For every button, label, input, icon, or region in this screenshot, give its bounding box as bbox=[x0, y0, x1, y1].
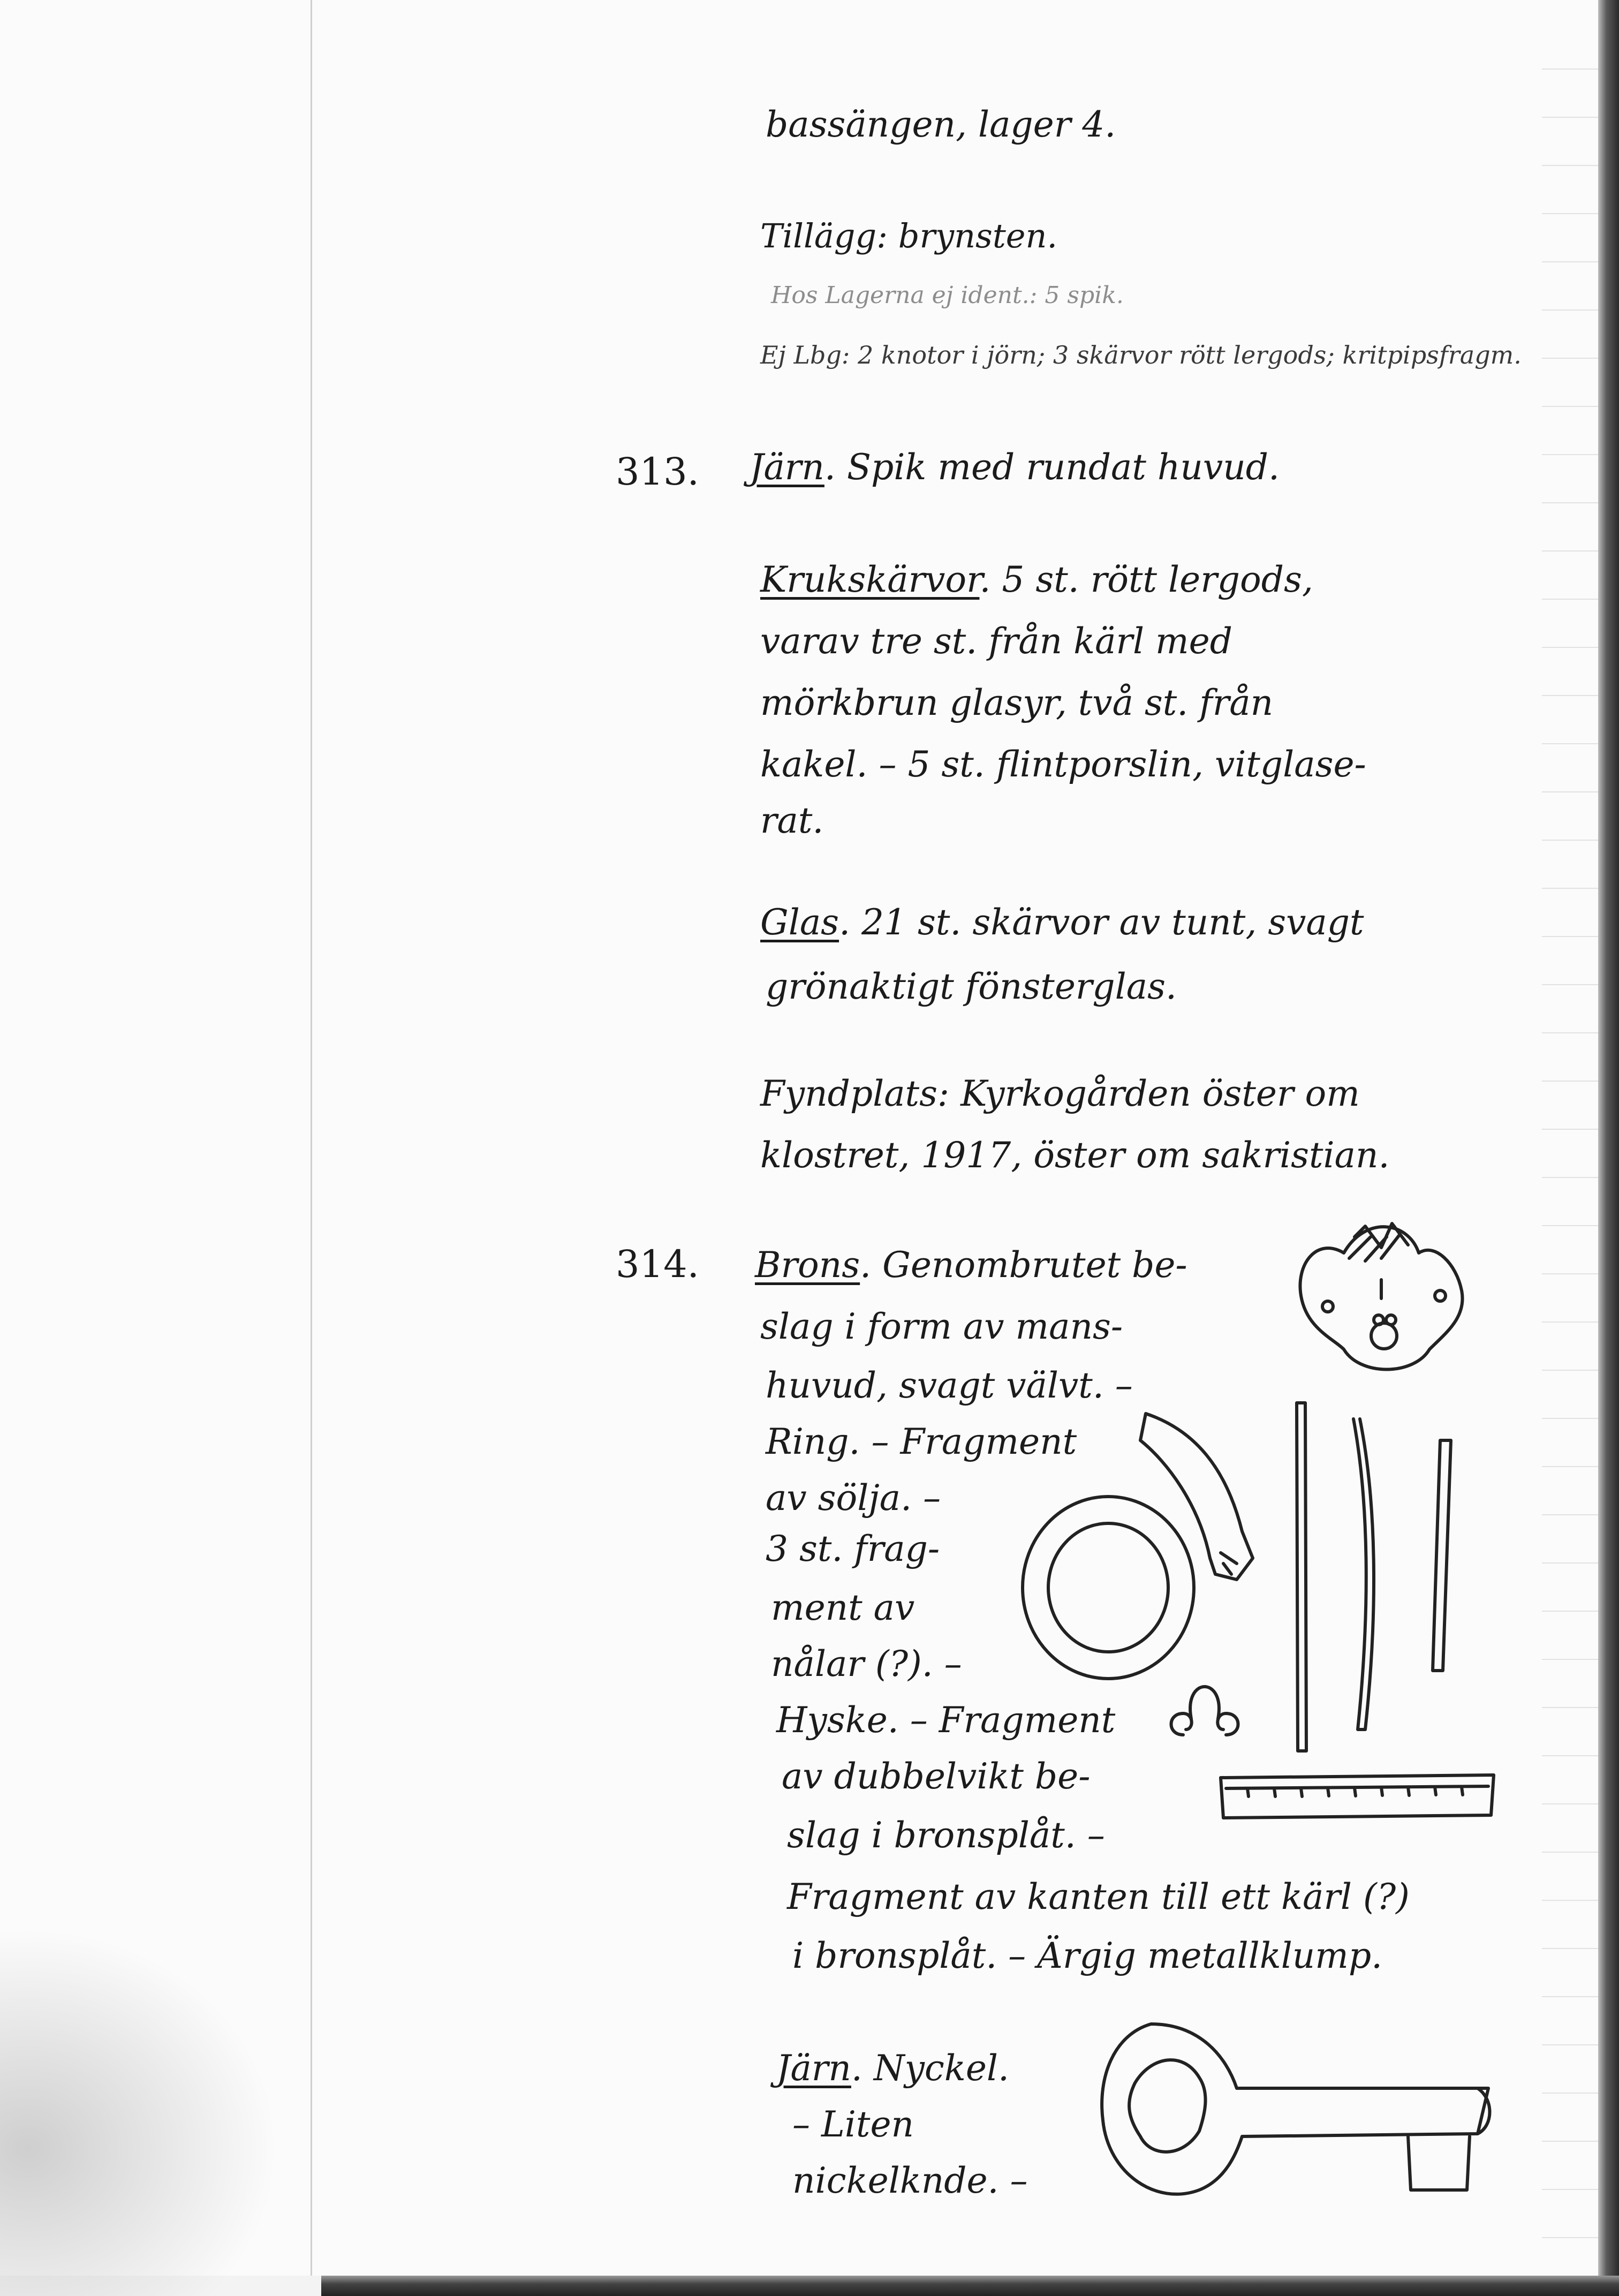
text-line: Ring. – Fragment bbox=[766, 1421, 1077, 1462]
text-line: . 5 st. rött lergods, bbox=[979, 559, 1313, 600]
page-shadow bbox=[0, 1928, 278, 2296]
text-line: – Liten bbox=[792, 2104, 914, 2145]
face-mount-sketch bbox=[1285, 1205, 1478, 1381]
text-line bbox=[776, 2048, 1009, 2089]
findspot-line: klostret, 1917, öster om sakristian. bbox=[760, 1135, 1390, 1176]
findspot-line: Fyndplats: Kyrkogården öster om bbox=[760, 1073, 1360, 1114]
text-line: . 21 st. skärvor av tunt, svagt bbox=[839, 902, 1364, 943]
faint-note: Hos Lagerna ej ident.: 5 spik. bbox=[771, 282, 1124, 309]
text-line: nickelknde. – bbox=[792, 2160, 1028, 2201]
text-line: kakel. – 5 st. flintporslin, vitglase- bbox=[760, 744, 1366, 785]
text-line: bassängen, lager 4. bbox=[766, 104, 1116, 145]
text-line bbox=[760, 902, 1364, 943]
text-line bbox=[760, 559, 1313, 600]
text-line: grönaktigt fönsterglas. bbox=[766, 966, 1177, 1007]
text-line: huvud, svagt välvt. – bbox=[766, 1365, 1133, 1406]
needle-fragments-sketch bbox=[1285, 1392, 1467, 1767]
text-line: slag i form av mans- bbox=[760, 1306, 1123, 1347]
text-line: . Spik med rundat huvud. bbox=[824, 447, 1280, 488]
note-line: Ej Lbg: 2 knotor i jörn; 3 skärvor rött lergods; kritpipsfragm. bbox=[760, 341, 1522, 369]
text-line bbox=[750, 447, 1280, 488]
material-heading: Glas bbox=[760, 902, 839, 943]
sheet-fragment-sketch bbox=[1215, 1767, 1499, 1826]
notebook-edge bbox=[1598, 0, 1619, 2296]
text-line: i bronsplåt. – Ärgig metallklump. bbox=[792, 1935, 1383, 1976]
text-line: mörkbrun glasyr, två st. från bbox=[760, 682, 1274, 723]
key-sketch bbox=[1092, 2013, 1504, 2217]
text-line: Tillägg: brynsten. bbox=[760, 216, 1058, 255]
ledger-lines bbox=[1542, 21, 1601, 2260]
margin-line bbox=[311, 0, 312, 2276]
text-line: nålar (?). – bbox=[771, 1643, 962, 1685]
text-line: av dubbelvikt be- bbox=[782, 1756, 1091, 1797]
text-line: Fragment av kanten till ett kärl (?) bbox=[787, 1876, 1410, 1917]
text-line: ment av bbox=[771, 1587, 915, 1628]
text-line: . Genombrutet be- bbox=[860, 1244, 1187, 1286]
text-line: varav tre st. från kärl med bbox=[760, 621, 1232, 662]
entry-number: 314. bbox=[616, 1242, 699, 1286]
ring-and-buckle-sketch bbox=[1017, 1403, 1274, 1681]
material-heading: Järn bbox=[776, 2048, 851, 2089]
material-heading: Brons bbox=[755, 1244, 860, 1286]
entry-number: 313. bbox=[616, 450, 699, 494]
material-heading: Krukskärvor bbox=[760, 559, 980, 600]
text-line bbox=[755, 1244, 1187, 1286]
text-line: rat. bbox=[760, 800, 824, 841]
notebook-edge bbox=[321, 2276, 1619, 2296]
material-heading: Järn bbox=[750, 447, 824, 488]
text-line: Hyske. – Fragment bbox=[776, 1700, 1116, 1741]
text-line: slag i bronsplåt. – bbox=[787, 1815, 1105, 1856]
text-line: . Nyckel. bbox=[851, 2048, 1009, 2089]
hook-sketch bbox=[1162, 1655, 1247, 1751]
text-line: 3 st. frag- bbox=[766, 1528, 940, 1569]
text-line: av sölja. – bbox=[766, 1477, 941, 1519]
